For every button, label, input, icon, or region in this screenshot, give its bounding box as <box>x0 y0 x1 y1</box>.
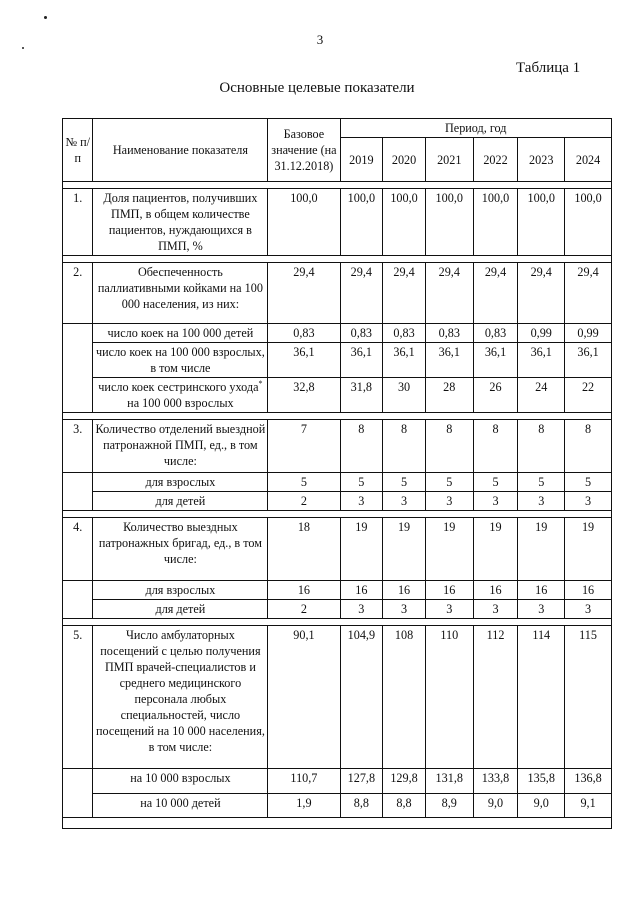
year-value: 31,8 <box>340 378 383 413</box>
year-value: 8 <box>425 420 473 473</box>
year-value: 5 <box>383 473 426 492</box>
gap-cell <box>63 256 612 263</box>
year-value: 36,1 <box>425 343 473 378</box>
year-value: 108 <box>383 626 426 769</box>
year-value: 19 <box>340 518 383 581</box>
indicator-row <box>63 263 612 324</box>
row-number-empty <box>63 492 93 511</box>
subindicator-name <box>93 793 268 818</box>
year-value: 112 <box>473 626 518 769</box>
subindicator-name-text: число коек сестринского ухода <box>98 380 259 394</box>
year-value: 110 <box>425 626 473 769</box>
year-value: 16 <box>340 581 383 600</box>
section-gap <box>63 511 612 518</box>
year-value: 5 <box>565 473 612 492</box>
year-value: 100,0 <box>518 189 565 256</box>
year-value: 22 <box>565 378 612 413</box>
indicator-subrow <box>63 324 612 343</box>
indicator-name: Обеспеченность паллиативными койками на 100 000 населения, из них: <box>93 263 268 324</box>
year-value: 100,0 <box>425 189 473 256</box>
year-value: 114 <box>518 626 565 769</box>
year-value: 30 <box>383 378 426 413</box>
subindicator-name-text: на 10 000 детей <box>140 795 221 810</box>
year-value: 3 <box>340 600 383 619</box>
indicator-row <box>63 420 612 473</box>
row-number-empty <box>63 769 93 794</box>
year-value: 16 <box>518 581 565 600</box>
year-value: 127,8 <box>340 769 383 794</box>
year-value: 16 <box>473 581 518 600</box>
gap-cell <box>63 182 612 189</box>
base-value: 5 <box>268 473 340 492</box>
base-value: 100,0 <box>268 189 340 256</box>
target-indicators-table <box>62 118 612 829</box>
header-base: Базовое значение (на 31.12.2018) <box>268 119 340 182</box>
base-value: 1,9 <box>268 793 340 818</box>
row-number-empty <box>63 581 93 600</box>
year-value: 8,8 <box>383 793 426 818</box>
header-num: № п/п <box>63 119 93 182</box>
row-number-empty <box>63 600 93 619</box>
year-value: 5 <box>518 473 565 492</box>
year-value: 104,9 <box>340 626 383 769</box>
year-value: 9,1 <box>565 793 612 818</box>
year-value: 3 <box>518 492 565 511</box>
year-value: 100,0 <box>565 189 612 256</box>
subindicator-name-text: для взрослых <box>145 583 216 597</box>
row-number-empty <box>63 343 93 378</box>
subindicator-name-text: для детей <box>155 494 206 508</box>
header-name: Наименование показателя <box>93 119 268 182</box>
header-year: 2024 <box>565 138 612 182</box>
gap-cell <box>63 818 612 829</box>
year-value: 24 <box>518 378 565 413</box>
subindicator-name <box>93 324 268 343</box>
year-value: 135,8 <box>518 769 565 794</box>
gap-cell <box>63 619 612 626</box>
indicator-subrow <box>63 378 612 413</box>
year-value: 3 <box>425 492 473 511</box>
base-value: 7 <box>268 420 340 473</box>
year-value: 5 <box>340 473 383 492</box>
year-value: 8 <box>473 420 518 473</box>
indicator-row <box>63 518 612 581</box>
row-number-empty <box>63 324 93 343</box>
year-value: 9,0 <box>473 793 518 818</box>
year-value: 3 <box>565 492 612 511</box>
base-value: 32,8 <box>268 378 340 413</box>
year-value: 29,4 <box>383 263 426 324</box>
subindicator-name-text: на 10 000 взрослых <box>130 771 231 785</box>
year-value: 3 <box>565 600 612 619</box>
year-value: 8,8 <box>340 793 383 818</box>
indicator-subrow <box>63 492 612 511</box>
year-value: 100,0 <box>383 189 426 256</box>
year-value: 8 <box>565 420 612 473</box>
year-value: 3 <box>473 600 518 619</box>
base-value: 36,1 <box>268 343 340 378</box>
year-value: 0,99 <box>565 324 612 343</box>
table-body <box>63 119 612 829</box>
section-gap <box>63 256 612 263</box>
year-value: 0,83 <box>340 324 383 343</box>
year-value: 129,8 <box>383 769 426 794</box>
indicator-subrow <box>63 793 612 818</box>
row-number-empty <box>63 793 93 818</box>
base-value: 110,7 <box>268 769 340 794</box>
page-title-text: Основные целевые показатели <box>219 80 415 96</box>
year-value: 26 <box>473 378 518 413</box>
indicator-name: Количество выездных патронажных бригад, ед., в том числе: <box>93 518 268 581</box>
year-value: 19 <box>565 518 612 581</box>
subindicator-name <box>93 378 268 413</box>
year-value: 3 <box>473 492 518 511</box>
gap-cell <box>63 511 612 518</box>
header-row <box>63 119 612 138</box>
row-number: 1. <box>63 189 93 256</box>
year-value: 3 <box>383 600 426 619</box>
header-year: 2022 <box>473 138 518 182</box>
page-number: 3 <box>316 32 324 47</box>
row-number: 5. <box>63 626 93 769</box>
footnote-mark: * <box>258 378 263 388</box>
year-value: 19 <box>425 518 473 581</box>
subindicator-name <box>93 343 268 378</box>
row-number: 2. <box>63 263 93 324</box>
base-value: 29,4 <box>268 263 340 324</box>
year-value: 16 <box>383 581 426 600</box>
year-value: 29,4 <box>473 263 518 324</box>
indicator-row <box>63 626 612 769</box>
subindicator-name-text: число коек на 100 000 детей <box>107 326 254 340</box>
row-number-empty <box>63 473 93 492</box>
year-value: 29,4 <box>340 263 383 324</box>
subindicator-name <box>93 581 268 600</box>
indicator-subrow <box>63 343 612 378</box>
year-value: 36,1 <box>340 343 383 378</box>
year-value: 0,83 <box>383 324 426 343</box>
year-value: 19 <box>518 518 565 581</box>
year-value: 3 <box>340 492 383 511</box>
subindicator-name-tail: на 100 000 взрослых <box>127 396 234 410</box>
year-value: 16 <box>425 581 473 600</box>
indicator-subrow <box>63 473 612 492</box>
year-value: 3 <box>518 600 565 619</box>
year-value: 136,8 <box>565 769 612 794</box>
base-value: 2 <box>268 600 340 619</box>
year-value: 36,1 <box>518 343 565 378</box>
year-value: 100,0 <box>340 189 383 256</box>
year-value: 28 <box>425 378 473 413</box>
year-value: 16 <box>565 581 612 600</box>
year-value: 8,9 <box>425 793 473 818</box>
row-number: 4. <box>63 518 93 581</box>
year-value: 29,4 <box>425 263 473 324</box>
year-value: 3 <box>425 600 473 619</box>
year-value: 100,0 <box>473 189 518 256</box>
year-value: 131,8 <box>425 769 473 794</box>
subindicator-name <box>93 600 268 619</box>
indicator-subrow <box>63 581 612 600</box>
page-title <box>0 80 640 97</box>
year-value: 8 <box>518 420 565 473</box>
base-value: 16 <box>268 581 340 600</box>
table-label: Таблица 1 <box>516 60 581 76</box>
header-year: 2019 <box>340 138 383 182</box>
indicator-subrow <box>63 769 612 794</box>
year-value: 3 <box>383 492 426 511</box>
year-value: 133,8 <box>473 769 518 794</box>
section-gap <box>63 413 612 420</box>
table-end-gap <box>63 818 612 829</box>
year-value: 29,4 <box>565 263 612 324</box>
indicator-subrow <box>63 600 612 619</box>
row-number: 3. <box>63 420 93 473</box>
year-value: 36,1 <box>473 343 518 378</box>
year-value: 8 <box>340 420 383 473</box>
header-year: 2020 <box>383 138 426 182</box>
year-value: 36,1 <box>565 343 612 378</box>
base-value: 0,83 <box>268 324 340 343</box>
year-value: 115 <box>565 626 612 769</box>
header-period: Период, год <box>340 119 612 138</box>
subindicator-name-text: для детей <box>155 602 206 616</box>
section-gap <box>63 619 612 626</box>
subindicator-name <box>93 473 268 492</box>
header-year: 2021 <box>425 138 473 182</box>
year-value: 19 <box>383 518 426 581</box>
year-value: 9,0 <box>518 793 565 818</box>
indicator-name: Число амбулаторных посещений с целью получения ПМП врачей-специалистов и среднего медицинского персонала любых специальностей, число посещений на 10 000 населения, в том числе: <box>93 626 268 769</box>
indicator-name: Доля пациентов, получивших ПМП, в общем количестве пациентов, нуждающихся в ПМП, % <box>93 189 268 256</box>
year-value: 0,83 <box>425 324 473 343</box>
year-value: 5 <box>425 473 473 492</box>
section-gap <box>63 182 612 189</box>
year-value: 8 <box>383 420 426 473</box>
scan-speck <box>44 16 47 19</box>
year-value: 0,99 <box>518 324 565 343</box>
indicator-row <box>63 189 612 256</box>
subindicator-name-text: для взрослых <box>145 475 216 489</box>
subindicator-name-text: число коек на 100 000 взрослых, в том числе <box>96 345 265 375</box>
header-year: 2023 <box>518 138 565 182</box>
year-value: 29,4 <box>518 263 565 324</box>
year-value: 0,83 <box>473 324 518 343</box>
gap-cell <box>63 413 612 420</box>
subindicator-name <box>93 769 268 794</box>
row-number-empty <box>63 378 93 413</box>
indicator-name: Количество отделений выездной патронажной ПМП, ед., в том числе: <box>93 420 268 473</box>
base-value: 90,1 <box>268 626 340 769</box>
year-value: 19 <box>473 518 518 581</box>
year-value: 36,1 <box>383 343 426 378</box>
base-value: 18 <box>268 518 340 581</box>
year-value: 5 <box>473 473 518 492</box>
subindicator-name <box>93 492 268 511</box>
base-value: 2 <box>268 492 340 511</box>
